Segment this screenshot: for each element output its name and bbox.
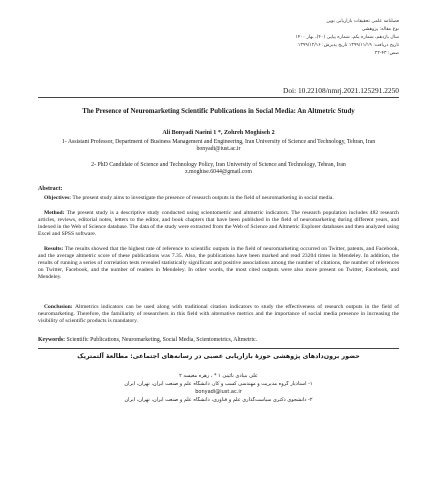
objectives-text: The present study aims to investigate the presence of research outputs in the field of neuromarketing in social media.: [72, 195, 334, 201]
abstract-heading: Abstract:: [38, 186, 63, 192]
results-text: The results showed that the highest rate of reference to scientific outputs in the field of neuromarketing occurred on Twitter, patents, and Facebook, and the average altmetric score of these publications was 7.35. Also, the publications have been marked and read 23204 times in Mendeley. In addition, the results of running a series of correlation tests revealed statistically significant and positive associations among the number of citations, the number of references on Twitter, Facebook, and the number of readers in Mendeley. In other words, the most cited outputs were also more present on Twitter, Facebook, and Mendeley.: [38, 246, 399, 281]
conclusion-label: Conclusion:: [44, 304, 73, 310]
persian-email-1: bonyadi@iust.ac.ir: [195, 389, 242, 395]
method-label: Method:: [44, 210, 65, 216]
method-text: The present study is a descriptive study conducted using scientometric and altmetric indicators. The research population includes 482 research articles, reviews, editorial notes, letters to the editor, and book chapters that have been published in the field of neuromarketing during different years, and indexed in the Web of Science database. The data of the study were extracted from the Web of Science and Altmetric Explorer databases and then analyzed using Excel and SPSS software.: [38, 210, 399, 238]
persian-affiliation-2: ۲- دانشجوی دکتری سیاست‌گذاری علم و فناوری، دانشگاه علم و صنعت ایران، تهران، ایران: [124, 397, 313, 403]
authors: Ali Bonyadi Naeini 1 *, Zohreh Moghiseh 2: [162, 130, 275, 136]
conclusion-text: Altmetrics indicators can be used along with traditional citation indicators to study the effectiveness of research outputs in the field of neuromarketing. Therefore, the familiarity of researchers in this field with alternative metrics and the importance of social media presence in increasing the visibility of scientific products is mandatory.: [38, 304, 399, 325]
persian-affiliation-1: ۱- استادیار گروه مدیریت و مهندسی کسب و کار، دانشگاه علم و صنعت ایران، تهران، ایران: [124, 381, 313, 387]
keywords-label: Keywords:: [38, 337, 66, 343]
keywords-text: Scientific Publications, Neuromarketing, Social Media, Scientometrics, Altmetric.: [66, 337, 257, 343]
results-label: Results:: [44, 246, 64, 252]
header-divider: [38, 97, 399, 98]
paper-title: The Presence of Neuromarketing Scientific Publications in Social Media: An Altmetric Study: [82, 108, 355, 115]
abstract-objectives: [38, 195, 399, 202]
journal-header: [179, 18, 399, 58]
affiliation-1-text: 1- Assistant Professor, Department of Business Management and Engineering, Iran University of Science and Technology, Tehran, Iran: [61, 139, 376, 145]
keywords: [38, 337, 399, 344]
affiliation-2-text: 2- PhD Candidate of Science and Technology Policy, Iran University of Science and Technology, Tehran, Iran: [91, 162, 346, 168]
doi: Doi: 10.22108/nmrj.2021.125291.2250: [283, 86, 399, 95]
article-type: نوع مقاله: پژوهشی: [361, 27, 399, 32]
abstract-conclusion: [38, 304, 399, 325]
persian-authors: علی بنیادی نائینی ۱ * ، زهره مغیسه ۲: [179, 373, 258, 379]
article-dates: تاریخ دریافت: ۱۳۹۹/۱۱/۱۹ تاریخ پذیرش: ۱۳۹۹/۱۲/۱۶: [297, 43, 399, 48]
affiliation-2-email: z.moghise.6044@gmail.com: [185, 169, 252, 176]
persian-title: حضور برون‌دادهای پژوهشی حوزهٔ بازاریابی عصبی در رسانه‌های اجتماعی: مطالعهٔ آلتمتریک: [77, 353, 360, 360]
objectives-label: Objectives:: [44, 195, 72, 201]
journal-issue: سال یازدهم، شماره یکم، شماره پیاپی (۴۰)، بهار ۱۴۰۰: [295, 35, 399, 40]
affiliation-2: [50, 162, 387, 176]
abstract-results: [38, 246, 399, 281]
abstract-method: [38, 210, 399, 238]
affiliation-1-email: bonyadi@iust.ac.ir: [196, 146, 241, 153]
journal-name: فصلنامه علمی تحقیقات بازاریابی نوین: [326, 19, 399, 24]
affiliation-1: [50, 139, 387, 153]
section-divider: [38, 348, 399, 349]
page-range: صص: ۴۳-۲۲: [374, 51, 399, 56]
